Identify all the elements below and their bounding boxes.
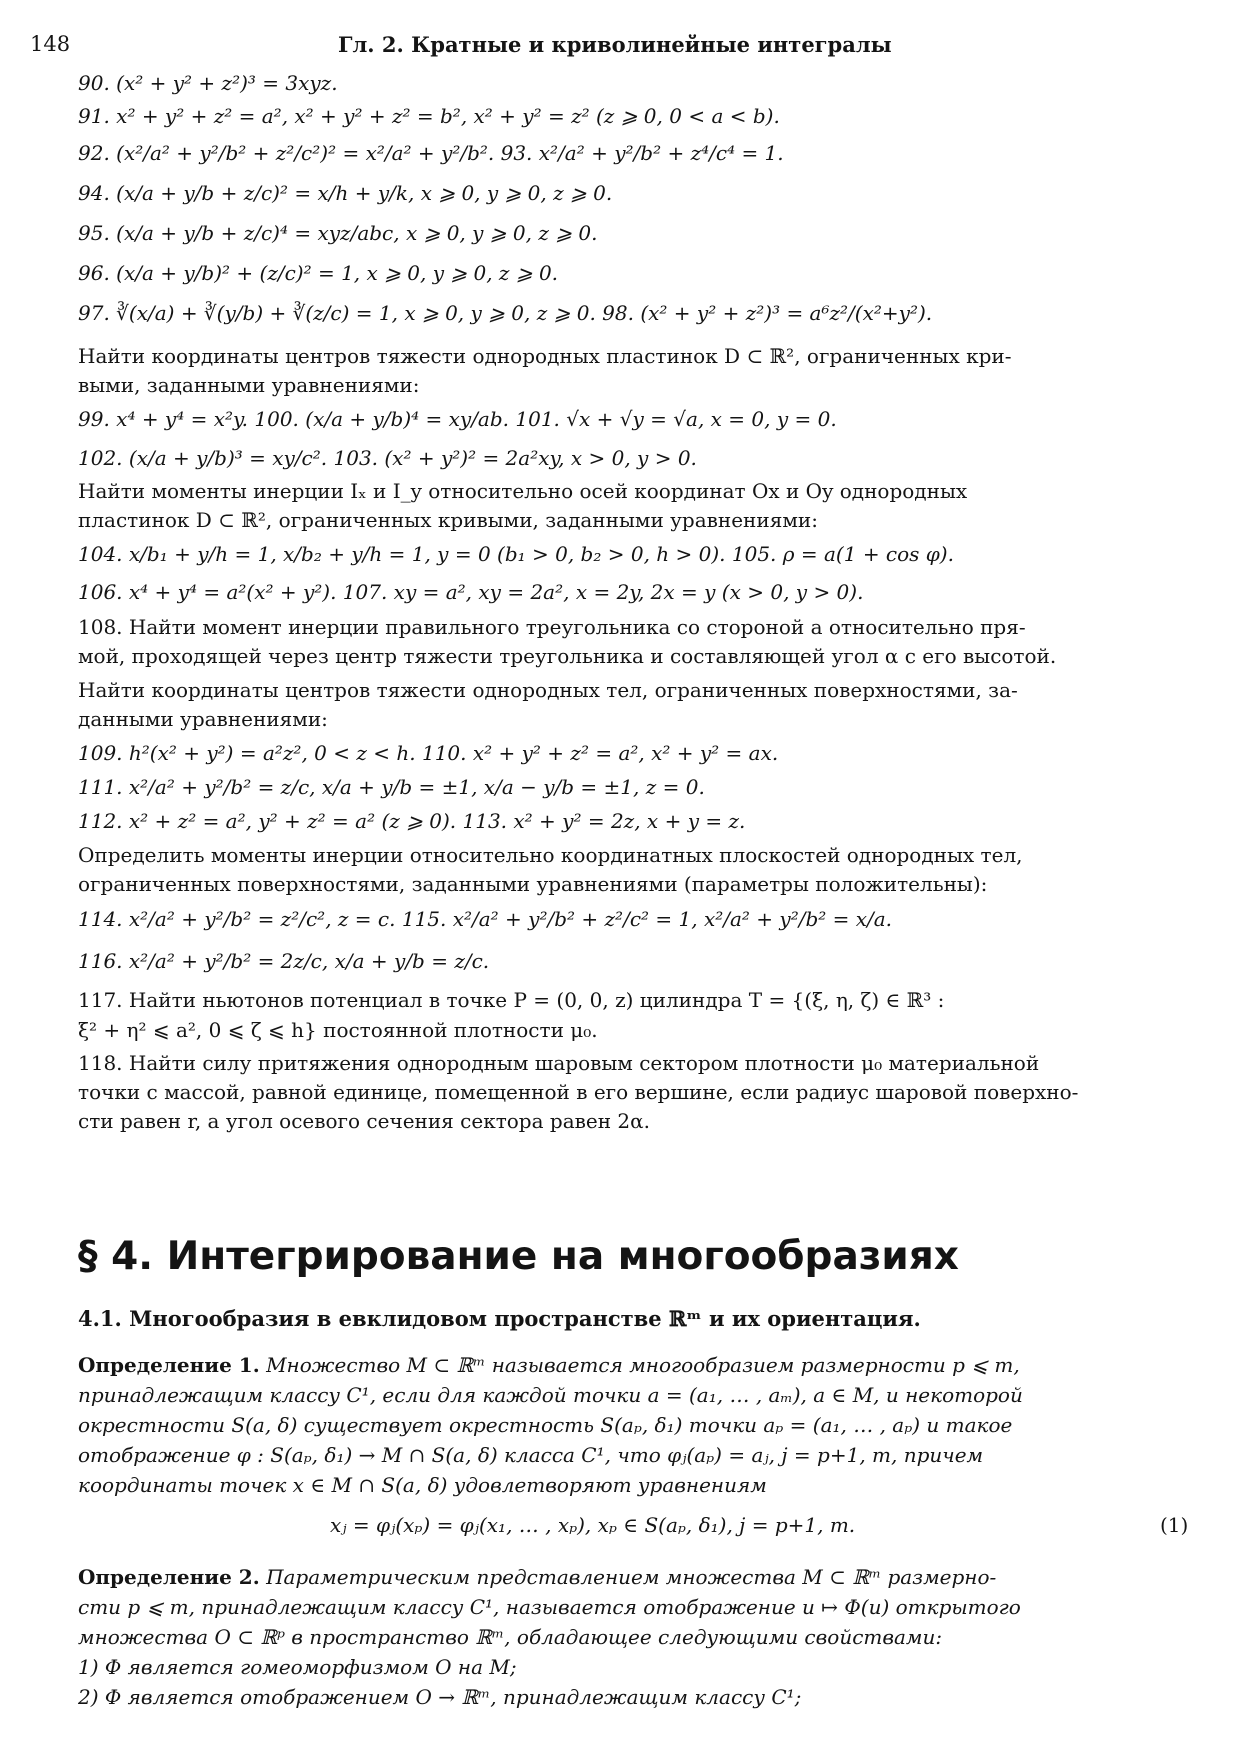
definition-1-line1 [78,1350,1020,1380]
definition-2-line2: сти p ⩽ m, принадлежащим классу C¹, называется отображение u ↦ Φ(u) открытого [78,1595,1021,1619]
problem-117-line1: 117. Найти ньютонов потенциал в точке P = (0, 0, z) цилиндра T = {(ξ, η, ζ) ∈ ℝ³ : [78,988,945,1012]
problem-102-103: 102. (x/a + y/b)³ = xy/c². 103. (x² + y²)² = 2a²xy, x > 0, y > 0. [78,446,697,470]
page-header [30,30,1210,64]
equation-1-number: (1) [1160,1513,1189,1537]
problem-106-107: 106. x⁴ + y⁴ = a²(x² + y²). 107. xy = a², xy = 2a², x = 2y, 2x = y (x > 0, y > 0). [78,580,864,604]
definition-2-line1 [78,1562,996,1592]
definition-1-line2: принадлежащим классу C¹, если для каждой точки a = (a₁, … , aₘ), a ∈ M, и некоторой [78,1383,1023,1407]
problem-99-101: 99. x⁴ + y⁴ = x²y. 100. (x/a + y/b)⁴ = xy/ab. 101. √x + √y = √a, x = 0, y = 0. [78,407,837,431]
definition-2-heading: Определение 2. [78,1565,260,1589]
problem-92-93: 92. (x²/a² + y²/b² + z²/c²)² = x²/a² + y²/b². 93. x²/a² + y²/b² + z⁴/c⁴ = 1. [78,141,784,165]
problem-94: 94. (x/a + y/b + z/c)² = x/h + y/k, x ⩾ 0, y ⩾ 0, z ⩾ 0. [78,181,613,205]
problem-95: 95. (x/a + y/b + z/c)⁴ = xyz/abc, x ⩾ 0, y ⩾ 0, z ⩾ 0. [78,221,598,245]
problem-108-line2: мой, проходящей через центр тяжести треугольника и составляющей угол α с его высотой. [78,644,1057,668]
subsection-title: 4.1. Многообразия в евклидовом пространстве ℝᵐ и их ориентация. [78,1306,921,1331]
definition-1-line4: отображение φ : S(aₚ, δ₁) → M ∩ S(a, δ) класса C¹, что φⱼ(aₚ) = aⱼ, j = p+1, m, причем [78,1443,984,1467]
page-number: 148 [30,32,71,56]
problem-111: 111. x²/a² + y²/b² = z/c, x/a + y/b = ±1, x/a − y/b = ±1, z = 0. [78,775,705,799]
problem-97-98: 97. ∛(x/a) + ∛(y/b) + ∛(z/c) = 1, x ⩾ 0, y ⩾ 0, z ⩾ 0. 98. (x² + y² + z²)³ = a⁶z²/(x²+y²). [78,301,933,325]
running-title: Гл. 2. Кратные и криволинейные интегралы [338,32,892,57]
definition-2-item2: 2) Φ является отображением O → ℝᵐ, принадлежащим классу C¹; [78,1685,802,1709]
problem-118-line3: сти равен r, а угол осевого сечения сектора равен 2α. [78,1109,650,1133]
text-moments-line2: пластинок D ⊂ ℝ², ограниченных кривыми, заданными уравнениями: [78,508,818,532]
text-inertia-line2: ограниченных поверхностями, заданными уравнениями (параметры положительны): [78,872,988,896]
equation-1: xⱼ = φⱼ(xₚ) = φⱼ(x₁, … , xₚ), xₚ ∈ S(aₚ, δ₁), j = p+1, m. [330,1513,856,1537]
problem-116: 116. x²/a² + y²/b² = 2z/c, x/a + y/b = z/c. [78,949,490,973]
definition-1-line3: окрестности S(a, δ) существует окрестность S(aₚ, δ₁) точки aₚ = (a₁, … , aₚ) и такое [78,1413,1013,1437]
problem-104-105: 104. x/b₁ + y/h = 1, x/b₂ + y/h = 1, y = 0 (b₁ > 0, b₂ > 0, h > 0). 105. ρ = a(1 + cos φ). [78,542,954,566]
problem-112-113: 112. x² + z² = a², y² + z² = a² (z ⩾ 0). 113. x² + y² = 2z, x + y = z. [78,809,746,833]
definition-2-item1: 1) Φ является гомеоморфизмом O на M; [78,1655,517,1679]
problem-91: 91. x² + y² + z² = a², x² + y² + z² = b², x² + y² = z² (z ⩾ 0, 0 < a < b). [78,104,780,128]
problem-114-115: 114. x²/a² + y²/b² = z²/c², z = c. 115. x²/a² + y²/b² + z²/c² = 1, x²/a² + y²/b² = x/a. [78,907,893,931]
problem-118-line2: точки с массой, равной единице, помещенной в его вершине, если радиус шаровой поверхно- [78,1080,1079,1104]
definition-2-line3: множества O ⊂ ℝᵖ в пространство ℝᵐ, обладающее следующими свойствами: [78,1625,943,1649]
problem-108-line1: 108. Найти момент инерции правильного треугольника со стороной a относительно пря- [78,615,1026,639]
text-moments-line1: Найти моменты инерции Iₓ и I_y относительно осей координат Ox и Oy однородных [78,479,968,503]
definition-1-line5: координаты точек x ∈ M ∩ S(a, δ) удовлетворяют уравнениям [78,1473,767,1497]
text-inertia-line1: Определить моменты инерции относительно координатных плоскостей однородных тел, [78,843,1023,867]
definition-1-text-1: Множество M ⊂ ℝᵐ называется многообразием размерности p ⩽ m, [266,1353,1020,1377]
problem-90: 90. (x² + y² + z²)³ = 3xyz. [78,71,338,95]
problem-96: 96. (x/a + y/b)² + (z/c)² = 1, x ⩾ 0, y ⩾ 0, z ⩾ 0. [78,261,559,285]
problem-117-line2: ξ² + η² ⩽ a², 0 ⩽ ζ ⩽ h} постоянной плотности μ₀. [78,1018,598,1042]
text-bodies-line1: Найти координаты центров тяжести однородных тел, ограниченных поверхностями, за- [78,678,1018,702]
text-center-plates-line1: Найти координаты центров тяжести однородных пластинок D ⊂ ℝ², ограниченных кри- [78,344,1012,368]
definition-1-heading: Определение 1. [78,1353,260,1377]
section-title: § 4. Интегрирование на многообразиях [78,1234,959,1279]
text-bodies-line2: данными уравнениями: [78,707,328,731]
problem-118-line1: 118. Найти силу притяжения однородным шаровым сектором плотности μ₀ материальной [78,1051,1040,1075]
text-center-plates-line2: выми, заданными уравнениями: [78,373,420,397]
problem-109-110: 109. h²(x² + y²) = a²z², 0 < z < h. 110. x² + y² + z² = a², x² + y² = ax. [78,741,779,765]
definition-2-text-1: Параметрическим представлением множества M ⊂ ℝᵐ размерно- [266,1565,997,1589]
